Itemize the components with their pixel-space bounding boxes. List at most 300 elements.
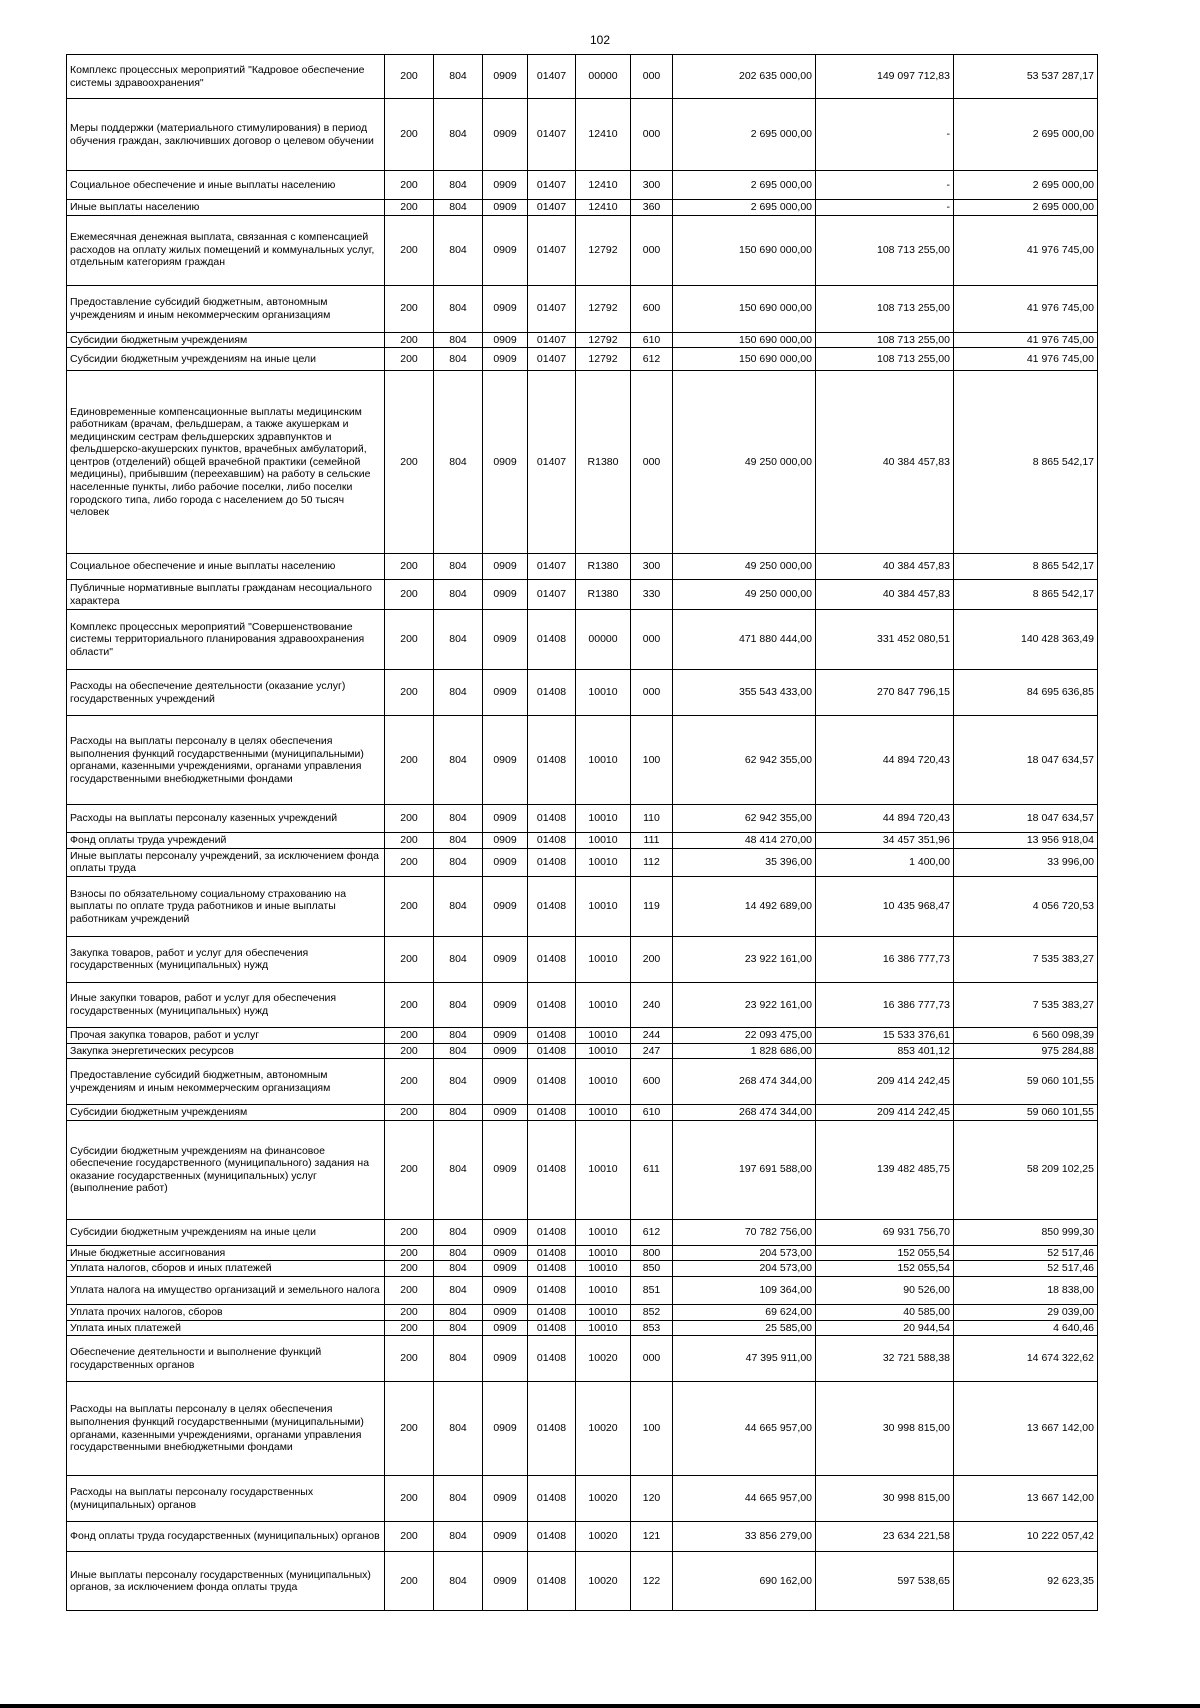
row-name: Фонд оплаты труда государственных (муниципальных) органов xyxy=(67,1522,385,1552)
row-amount-approved: 150 690 000,00 xyxy=(673,285,816,332)
row-direction-code: 10010 xyxy=(576,833,631,849)
row-amount-executed: 209 414 242,45 xyxy=(816,1105,954,1121)
row-subsection-code: 0909 xyxy=(483,580,528,610)
row-expense-type-code: 244 xyxy=(631,1027,673,1043)
row-amount-remaining: 2 695 000,00 xyxy=(954,171,1098,200)
row-amount-executed: 90 526,00 xyxy=(816,1276,954,1304)
row-program-code: 01408 xyxy=(528,1336,576,1382)
row-subsection-code: 0909 xyxy=(483,1382,528,1476)
row-amount-approved: 33 856 279,00 xyxy=(673,1522,816,1552)
row-direction-code: 12410 xyxy=(576,200,631,216)
row-amount-approved: 62 942 355,00 xyxy=(673,716,816,805)
row-name: Иные бюджетные ассигнования xyxy=(67,1245,385,1261)
row-expense-type-code: 000 xyxy=(631,670,673,716)
row-direction-code: 12410 xyxy=(576,99,631,171)
row-direction-code: R1380 xyxy=(576,554,631,580)
row-admin-code: 200 xyxy=(385,1261,434,1277)
row-subsection-code: 0909 xyxy=(483,848,528,876)
row-amount-executed: - xyxy=(816,200,954,216)
table-row xyxy=(67,371,1098,554)
row-subsection-code: 0909 xyxy=(483,610,528,670)
row-subsection-code: 0909 xyxy=(483,1476,528,1522)
row-expense-type-code: 330 xyxy=(631,580,673,610)
table-row xyxy=(67,1219,1098,1245)
row-admin-code: 200 xyxy=(385,716,434,805)
table-row xyxy=(67,1552,1098,1611)
row-amount-approved: 150 690 000,00 xyxy=(673,332,816,348)
row-expense-type-code: 853 xyxy=(631,1320,673,1336)
table-row xyxy=(67,1320,1098,1336)
row-admin-code: 200 xyxy=(385,610,434,670)
row-program-code: 01407 xyxy=(528,215,576,285)
row-amount-approved: 23 922 161,00 xyxy=(673,982,816,1027)
row-amount-approved: 70 782 756,00 xyxy=(673,1219,816,1245)
row-expense-type-code: 000 xyxy=(631,371,673,554)
table-row xyxy=(67,215,1098,285)
row-name: Прочая закупка товаров, работ и услуг xyxy=(67,1027,385,1043)
row-direction-code: 10020 xyxy=(576,1336,631,1382)
row-name: Предоставление субсидий бюджетным, автономным учреждениям и иным некоммерческим организациям xyxy=(67,1059,385,1105)
row-section-code: 804 xyxy=(434,848,483,876)
row-section-code: 804 xyxy=(434,1304,483,1320)
row-subsection-code: 0909 xyxy=(483,200,528,216)
row-section-code: 804 xyxy=(434,580,483,610)
row-program-code: 01408 xyxy=(528,1027,576,1043)
row-name: Закупка товаров, работ и услуг для обеспечения государственных (муниципальных) нужд xyxy=(67,936,385,982)
row-direction-code: 10010 xyxy=(576,1245,631,1261)
row-amount-executed: 34 457 351,96 xyxy=(816,833,954,849)
row-amount-remaining: 29 039,00 xyxy=(954,1304,1098,1320)
row-amount-approved: 22 093 475,00 xyxy=(673,1027,816,1043)
row-expense-type-code: 120 xyxy=(631,1476,673,1522)
row-admin-code: 200 xyxy=(385,215,434,285)
row-amount-executed: 30 998 815,00 xyxy=(816,1382,954,1476)
row-name: Публичные нормативные выплаты гражданам несоциального характера xyxy=(67,580,385,610)
table-row xyxy=(67,285,1098,332)
row-program-code: 01407 xyxy=(528,99,576,171)
row-amount-remaining: 41 976 745,00 xyxy=(954,332,1098,348)
row-amount-executed: 40 585,00 xyxy=(816,1304,954,1320)
row-name: Субсидии бюджетным учреждениям на иные цели xyxy=(67,1219,385,1245)
row-program-code: 01407 xyxy=(528,348,576,371)
row-amount-approved: 2 695 000,00 xyxy=(673,171,816,200)
row-name: Закупка энергетических ресурсов xyxy=(67,1043,385,1059)
row-amount-approved: 49 250 000,00 xyxy=(673,371,816,554)
row-amount-approved: 35 396,00 xyxy=(673,848,816,876)
row-amount-remaining: 4 056 720,53 xyxy=(954,876,1098,936)
row-expense-type-code: 850 xyxy=(631,1261,673,1277)
table-row xyxy=(67,936,1098,982)
page-number: 102 xyxy=(589,33,611,47)
row-amount-executed: 16 386 777,73 xyxy=(816,982,954,1027)
row-name: Расходы на выплаты персоналу казенных учреждений xyxy=(67,805,385,833)
row-amount-remaining: 8 865 542,17 xyxy=(954,580,1098,610)
table-row xyxy=(67,805,1098,833)
row-expense-type-code: 600 xyxy=(631,1059,673,1105)
row-direction-code: 10010 xyxy=(576,1043,631,1059)
row-amount-executed: 139 482 485,75 xyxy=(816,1120,954,1219)
row-amount-remaining: 52 517,46 xyxy=(954,1245,1098,1261)
row-subsection-code: 0909 xyxy=(483,670,528,716)
row-program-code: 01408 xyxy=(528,936,576,982)
row-admin-code: 200 xyxy=(385,1276,434,1304)
row-amount-approved: 2 695 000,00 xyxy=(673,99,816,171)
table-row xyxy=(67,982,1098,1027)
row-expense-type-code: 611 xyxy=(631,1120,673,1219)
row-subsection-code: 0909 xyxy=(483,332,528,348)
row-admin-code: 200 xyxy=(385,371,434,554)
budget-table xyxy=(66,54,1098,1611)
row-direction-code: 12792 xyxy=(576,348,631,371)
row-name: Социальное обеспечение и иные выплаты населению xyxy=(67,554,385,580)
row-amount-executed: 1 400,00 xyxy=(816,848,954,876)
table-row xyxy=(67,1304,1098,1320)
row-name: Уплата иных платежей xyxy=(67,1320,385,1336)
row-direction-code: 10010 xyxy=(576,848,631,876)
row-admin-code: 200 xyxy=(385,332,434,348)
row-amount-remaining: 7 535 383,27 xyxy=(954,982,1098,1027)
row-direction-code: 10010 xyxy=(576,876,631,936)
row-expense-type-code: 612 xyxy=(631,1219,673,1245)
row-amount-approved: 197 691 588,00 xyxy=(673,1120,816,1219)
row-section-code: 804 xyxy=(434,805,483,833)
row-expense-type-code: 612 xyxy=(631,348,673,371)
row-amount-remaining: 41 976 745,00 xyxy=(954,215,1098,285)
row-amount-executed: 20 944,54 xyxy=(816,1320,954,1336)
row-subsection-code: 0909 xyxy=(483,1027,528,1043)
row-admin-code: 200 xyxy=(385,1043,434,1059)
row-program-code: 01408 xyxy=(528,805,576,833)
row-section-code: 804 xyxy=(434,716,483,805)
row-subsection-code: 0909 xyxy=(483,1245,528,1261)
table-row xyxy=(67,1336,1098,1382)
row-program-code: 01408 xyxy=(528,610,576,670)
row-amount-executed: - xyxy=(816,171,954,200)
row-name: Фонд оплаты труда учреждений xyxy=(67,833,385,849)
row-expense-type-code: 360 xyxy=(631,200,673,216)
row-expense-type-code: 000 xyxy=(631,610,673,670)
row-amount-approved: 23 922 161,00 xyxy=(673,936,816,982)
row-subsection-code: 0909 xyxy=(483,1552,528,1611)
row-expense-type-code: 000 xyxy=(631,55,673,99)
row-section-code: 804 xyxy=(434,670,483,716)
row-amount-approved: 268 474 344,00 xyxy=(673,1059,816,1105)
table-row xyxy=(67,876,1098,936)
row-admin-code: 200 xyxy=(385,1059,434,1105)
table-row xyxy=(67,99,1098,171)
row-direction-code: 10010 xyxy=(576,1261,631,1277)
row-section-code: 804 xyxy=(434,332,483,348)
row-direction-code: 12792 xyxy=(576,215,631,285)
row-program-code: 01408 xyxy=(528,1059,576,1105)
row-direction-code: 12792 xyxy=(576,332,631,348)
row-amount-approved: 268 474 344,00 xyxy=(673,1105,816,1121)
row-amount-approved: 44 665 957,00 xyxy=(673,1382,816,1476)
row-section-code: 804 xyxy=(434,285,483,332)
row-amount-executed: 30 998 815,00 xyxy=(816,1476,954,1522)
row-amount-remaining: 13 667 142,00 xyxy=(954,1476,1098,1522)
row-amount-remaining: 8 865 542,17 xyxy=(954,371,1098,554)
row-expense-type-code: 122 xyxy=(631,1552,673,1611)
row-program-code: 01408 xyxy=(528,1261,576,1277)
table-row xyxy=(67,610,1098,670)
row-subsection-code: 0909 xyxy=(483,876,528,936)
row-direction-code: 10010 xyxy=(576,1059,631,1105)
row-direction-code: 10010 xyxy=(576,936,631,982)
row-admin-code: 200 xyxy=(385,200,434,216)
row-admin-code: 200 xyxy=(385,1219,434,1245)
row-section-code: 804 xyxy=(434,1120,483,1219)
row-section-code: 804 xyxy=(434,1552,483,1611)
row-name: Расходы на выплаты персоналу в целях обеспечения выполнения функций государственными (муниципальными) органами, казенными учреждениями, органами управления государственными внебюджетными фондами xyxy=(67,716,385,805)
page-bottom-rule xyxy=(0,1704,1200,1708)
row-amount-approved: 204 573,00 xyxy=(673,1261,816,1277)
row-amount-executed: 209 414 242,45 xyxy=(816,1059,954,1105)
row-name: Уплата прочих налогов, сборов xyxy=(67,1304,385,1320)
row-direction-code: 00000 xyxy=(576,55,631,99)
row-program-code: 01407 xyxy=(528,580,576,610)
row-expense-type-code: 300 xyxy=(631,171,673,200)
row-amount-remaining: 18 047 634,57 xyxy=(954,716,1098,805)
row-subsection-code: 0909 xyxy=(483,936,528,982)
row-amount-executed: 32 721 588,38 xyxy=(816,1336,954,1382)
row-name: Иные закупки товаров, работ и услуг для обеспечения государственных (муниципальных) нужд xyxy=(67,982,385,1027)
row-section-code: 804 xyxy=(434,215,483,285)
row-section-code: 804 xyxy=(434,876,483,936)
row-admin-code: 200 xyxy=(385,55,434,99)
row-amount-executed: 152 055,54 xyxy=(816,1261,954,1277)
row-amount-remaining: 58 209 102,25 xyxy=(954,1120,1098,1219)
row-amount-approved: 2 695 000,00 xyxy=(673,200,816,216)
row-expense-type-code: 610 xyxy=(631,332,673,348)
row-admin-code: 200 xyxy=(385,1382,434,1476)
row-amount-remaining: 41 976 745,00 xyxy=(954,285,1098,332)
row-name: Расходы на выплаты персоналу в целях обеспечения выполнения функций государственными (муниципальными) органами, казенными учреждениями, органами управления государственными внебюджетными фондами xyxy=(67,1382,385,1476)
row-direction-code: 10010 xyxy=(576,1304,631,1320)
row-subsection-code: 0909 xyxy=(483,1219,528,1245)
row-expense-type-code: 000 xyxy=(631,215,673,285)
row-section-code: 804 xyxy=(434,1059,483,1105)
row-program-code: 01408 xyxy=(528,670,576,716)
row-name: Субсидии бюджетным учреждениям xyxy=(67,1105,385,1121)
row-direction-code: 10010 xyxy=(576,1219,631,1245)
table-row xyxy=(67,554,1098,580)
row-program-code: 01408 xyxy=(528,1552,576,1611)
row-amount-remaining: 850 999,30 xyxy=(954,1219,1098,1245)
row-name: Расходы на выплаты персоналу государственных (муниципальных) органов xyxy=(67,1476,385,1522)
table-row xyxy=(67,1261,1098,1277)
table-row xyxy=(67,848,1098,876)
row-section-code: 804 xyxy=(434,99,483,171)
row-amount-executed: 40 384 457,83 xyxy=(816,371,954,554)
row-direction-code: 12792 xyxy=(576,285,631,332)
row-section-code: 804 xyxy=(434,171,483,200)
row-amount-remaining: 8 865 542,17 xyxy=(954,554,1098,580)
row-amount-remaining: 33 996,00 xyxy=(954,848,1098,876)
row-subsection-code: 0909 xyxy=(483,1304,528,1320)
row-name: Единовременные компенсационные выплаты медицинским работникам (врачам, фельдшерам, а также акушеркам и медицинским сестрам фельдшерских здравпунктов и фельдшерско-акушерских пунктов, врачебных амбулаторий, центров (отделений) общей врачебной практики (семейной медицины), прибывшим (переехавшим) на работу в сельские населенные пункты, либо рабочие поселки, либо поселки городского типа, либо города с населением до 50 тысяч человек xyxy=(67,371,385,554)
row-expense-type-code: 240 xyxy=(631,982,673,1027)
row-section-code: 804 xyxy=(434,1043,483,1059)
row-amount-executed: 10 435 968,47 xyxy=(816,876,954,936)
row-admin-code: 200 xyxy=(385,876,434,936)
row-admin-code: 200 xyxy=(385,554,434,580)
row-program-code: 01407 xyxy=(528,171,576,200)
row-amount-remaining: 53 537 287,17 xyxy=(954,55,1098,99)
row-admin-code: 200 xyxy=(385,348,434,371)
row-expense-type-code: 300 xyxy=(631,554,673,580)
row-amount-remaining: 14 674 322,62 xyxy=(954,1336,1098,1382)
row-amount-approved: 48 414 270,00 xyxy=(673,833,816,849)
row-amount-remaining: 52 517,46 xyxy=(954,1261,1098,1277)
row-amount-executed: 152 055,54 xyxy=(816,1245,954,1261)
row-subsection-code: 0909 xyxy=(483,982,528,1027)
row-amount-approved: 25 585,00 xyxy=(673,1320,816,1336)
row-subsection-code: 0909 xyxy=(483,285,528,332)
row-section-code: 804 xyxy=(434,1382,483,1476)
row-amount-approved: 471 880 444,00 xyxy=(673,610,816,670)
row-amount-executed: 149 097 712,83 xyxy=(816,55,954,99)
row-section-code: 804 xyxy=(434,936,483,982)
row-direction-code: 10010 xyxy=(576,1105,631,1121)
row-amount-approved: 69 624,00 xyxy=(673,1304,816,1320)
row-admin-code: 200 xyxy=(385,171,434,200)
row-name: Комплекс процессных мероприятий "Совершенствование системы территориального планирования здравоохранения области" xyxy=(67,610,385,670)
table-row xyxy=(67,1522,1098,1552)
row-subsection-code: 0909 xyxy=(483,99,528,171)
row-direction-code: 10010 xyxy=(576,716,631,805)
row-amount-remaining: 2 695 000,00 xyxy=(954,99,1098,171)
row-section-code: 804 xyxy=(434,1476,483,1522)
row-admin-code: 200 xyxy=(385,982,434,1027)
row-name: Меры поддержки (материального стимулирования) в период обучения граждан, заключивших договор о целевом обучении xyxy=(67,99,385,171)
row-section-code: 804 xyxy=(434,1245,483,1261)
row-expense-type-code: 119 xyxy=(631,876,673,936)
table-row xyxy=(67,1276,1098,1304)
row-amount-approved: 47 395 911,00 xyxy=(673,1336,816,1382)
row-amount-approved: 355 543 433,00 xyxy=(673,670,816,716)
row-amount-approved: 150 690 000,00 xyxy=(673,348,816,371)
row-name: Иные выплаты персоналу учреждений, за исключением фонда оплаты труда xyxy=(67,848,385,876)
row-amount-approved: 202 635 000,00 xyxy=(673,55,816,99)
row-program-code: 01407 xyxy=(528,332,576,348)
row-amount-executed: 108 713 255,00 xyxy=(816,215,954,285)
row-program-code: 01408 xyxy=(528,1245,576,1261)
row-direction-code: 10020 xyxy=(576,1522,631,1552)
row-amount-approved: 1 828 686,00 xyxy=(673,1043,816,1059)
row-section-code: 804 xyxy=(434,55,483,99)
row-name: Предоставление субсидий бюджетным, автономным учреждениям и иным некоммерческим организациям xyxy=(67,285,385,332)
row-section-code: 804 xyxy=(434,1261,483,1277)
table-row xyxy=(67,833,1098,849)
table-row xyxy=(67,1043,1098,1059)
row-direction-code: 10010 xyxy=(576,670,631,716)
row-section-code: 804 xyxy=(434,982,483,1027)
row-direction-code: 00000 xyxy=(576,610,631,670)
row-program-code: 01408 xyxy=(528,1276,576,1304)
row-amount-remaining: 13 956 918,04 xyxy=(954,833,1098,849)
row-program-code: 01408 xyxy=(528,1304,576,1320)
row-subsection-code: 0909 xyxy=(483,1522,528,1552)
row-admin-code: 200 xyxy=(385,1245,434,1261)
row-program-code: 01408 xyxy=(528,1219,576,1245)
row-program-code: 01407 xyxy=(528,371,576,554)
row-section-code: 804 xyxy=(434,554,483,580)
row-amount-remaining: 18 838,00 xyxy=(954,1276,1098,1304)
table-row xyxy=(67,1476,1098,1522)
row-section-code: 804 xyxy=(434,1320,483,1336)
row-program-code: 01407 xyxy=(528,55,576,99)
table-row xyxy=(67,1382,1098,1476)
row-name: Расходы на обеспечение деятельности (оказание услуг) государственных учреждений xyxy=(67,670,385,716)
row-amount-remaining: 975 284,88 xyxy=(954,1043,1098,1059)
row-name: Иные выплаты персоналу государственных (муниципальных) органов, за исключением фонда оплаты труда xyxy=(67,1552,385,1611)
row-section-code: 804 xyxy=(434,1027,483,1043)
row-name: Комплекс процессных мероприятий "Кадровое обеспечение системы здравоохранения" xyxy=(67,55,385,99)
row-program-code: 01408 xyxy=(528,1320,576,1336)
row-expense-type-code: 852 xyxy=(631,1304,673,1320)
row-direction-code: 10010 xyxy=(576,982,631,1027)
table-body xyxy=(67,55,1098,1611)
row-amount-executed: 15 533 376,61 xyxy=(816,1027,954,1043)
table-row xyxy=(67,55,1098,99)
row-amount-approved: 109 364,00 xyxy=(673,1276,816,1304)
row-admin-code: 200 xyxy=(385,580,434,610)
row-amount-approved: 62 942 355,00 xyxy=(673,805,816,833)
row-section-code: 804 xyxy=(434,348,483,371)
row-amount-approved: 150 690 000,00 xyxy=(673,215,816,285)
table-row xyxy=(67,1027,1098,1043)
row-amount-executed: 331 452 080,51 xyxy=(816,610,954,670)
row-admin-code: 200 xyxy=(385,1476,434,1522)
row-subsection-code: 0909 xyxy=(483,716,528,805)
row-admin-code: 200 xyxy=(385,1336,434,1382)
row-amount-remaining: 18 047 634,57 xyxy=(954,805,1098,833)
row-amount-approved: 49 250 000,00 xyxy=(673,580,816,610)
row-amount-executed: 40 384 457,83 xyxy=(816,580,954,610)
row-expense-type-code: 000 xyxy=(631,1336,673,1382)
table-row xyxy=(67,200,1098,216)
table-row xyxy=(67,580,1098,610)
row-admin-code: 200 xyxy=(385,805,434,833)
row-amount-approved: 49 250 000,00 xyxy=(673,554,816,580)
row-program-code: 01408 xyxy=(528,982,576,1027)
row-amount-remaining: 84 695 636,85 xyxy=(954,670,1098,716)
row-direction-code: 10020 xyxy=(576,1552,631,1611)
row-expense-type-code: 247 xyxy=(631,1043,673,1059)
row-amount-executed: 23 634 221,58 xyxy=(816,1522,954,1552)
row-subsection-code: 0909 xyxy=(483,55,528,99)
row-direction-code: 12410 xyxy=(576,171,631,200)
table-row xyxy=(67,171,1098,200)
row-amount-remaining: 41 976 745,00 xyxy=(954,348,1098,371)
row-name: Ежемесячная денежная выплата, связанная с компенсацией расходов на оплату жилых помещений и коммунальных услуг, отдельным категориям граждан xyxy=(67,215,385,285)
row-subsection-code: 0909 xyxy=(483,1105,528,1121)
row-program-code: 01408 xyxy=(528,833,576,849)
row-amount-executed: 597 538,65 xyxy=(816,1552,954,1611)
row-program-code: 01408 xyxy=(528,876,576,936)
row-subsection-code: 0909 xyxy=(483,1059,528,1105)
row-subsection-code: 0909 xyxy=(483,215,528,285)
row-expense-type-code: 112 xyxy=(631,848,673,876)
row-subsection-code: 0909 xyxy=(483,833,528,849)
row-section-code: 804 xyxy=(434,1219,483,1245)
row-subsection-code: 0909 xyxy=(483,805,528,833)
row-amount-remaining: 140 428 363,49 xyxy=(954,610,1098,670)
row-amount-remaining: 92 623,35 xyxy=(954,1552,1098,1611)
row-admin-code: 200 xyxy=(385,1027,434,1043)
row-amount-executed: 108 713 255,00 xyxy=(816,332,954,348)
